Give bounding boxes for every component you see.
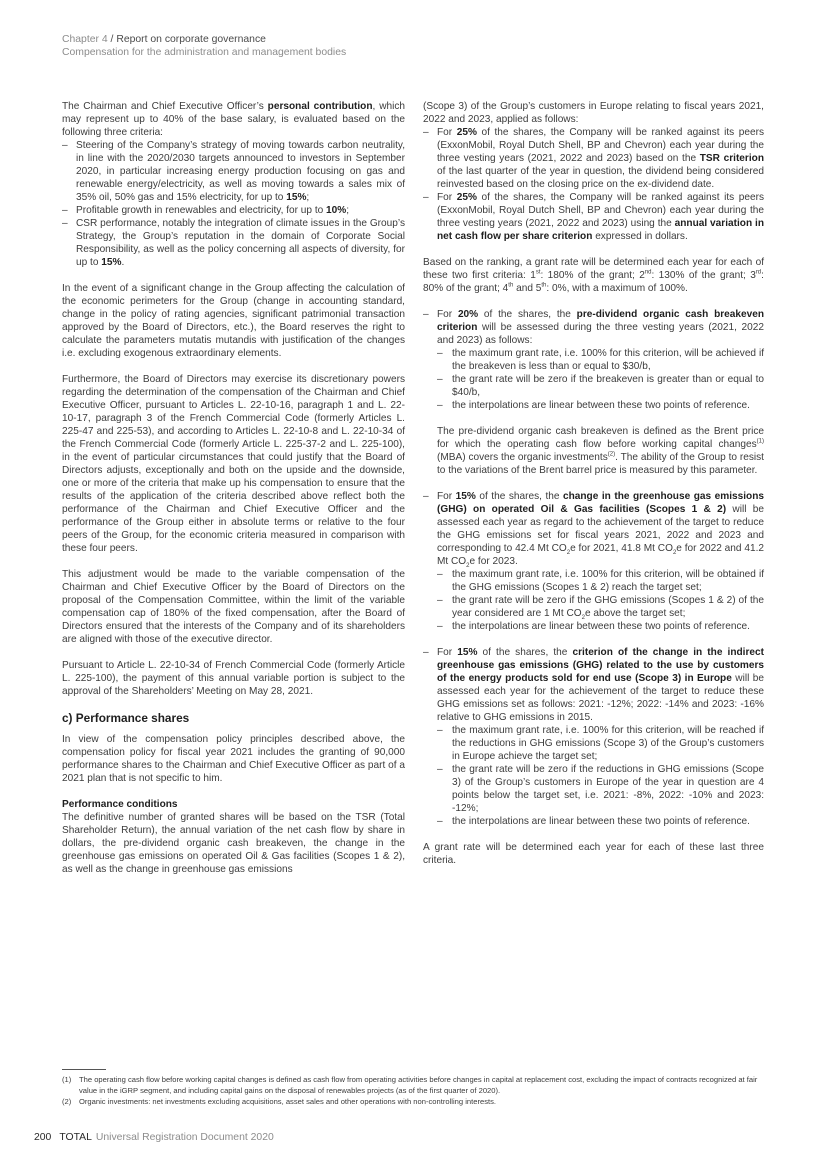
breakeven-criterion-list: [423, 308, 764, 412]
paragraph: In view of the compensation policy principles described above, the compensation policy for fiscal year 2021 includes the granting of 90,000 performance shares to the Chairman and Chief Executive Officer as part of a 2021 plan that is not specific to him.: [62, 734, 405, 784]
peer-criteria-list: [423, 126, 764, 243]
criteria-list: [62, 139, 405, 269]
list-item: – the maximum grant rate, i.e. 100% for this criterion, will be obtained if the GHG emissions (Scopes 1 & 2) reach the target set;: [437, 568, 764, 594]
footnote-divider: [62, 1069, 106, 1070]
scope3-criterion-list: [423, 646, 764, 828]
list-item: – For 25% of the shares, the Company will be ranked against its peers (ExxonMobil, Royal Dutch Shell, BP and Chevron) each year during the three vesting years (2021, 2022 and 2023) using the annual variation in net cash flow per share criterion expressed in dollars.: [423, 191, 764, 243]
list-item: – For 20% of the shares, the pre-dividend organic cash breakeven criterion will be assessed during the three vesting years (2021, 2022 and 2023) as follows: – the maximum grant rate, i.e. 100% for this criterion, will be achieved if the breakeven is less than or equal to $30/b, – the grant rate will be zero if the breakeven is greater than or equal to $40/b, – the interpolations are linear between these two points of reference.: [423, 308, 764, 412]
brand-name: TOTAL: [59, 1132, 92, 1143]
paragraph: A grant rate will be determined each year for each of these last three criteria.: [423, 842, 764, 866]
personal-contribution-paragraph: The Chairman and Chief Executive Officer’s personal contribution, which may represent up to 40% of the base salary, is evaluated based on the following three criteria:: [62, 101, 405, 138]
list-item: – the maximum grant rate, i.e. 100% for this criterion, will be achieved if the breakeven is less than or equal to $30/b,: [437, 347, 764, 373]
list-item: – the interpolations are linear between these two points of reference.: [437, 399, 764, 412]
page-header: [62, 33, 762, 59]
footnote: [62, 1097, 764, 1108]
sub-list: [437, 724, 764, 828]
paragraph: In the event of a significant change in the Group affecting the calculation of the economic perimeters for the Group (change in accounting standard, change in the policy of rating agencies, significant patrimonial transaction approved by the Board of Directors, etc.), the Board reserves the right to calculate the parameters mutatis mutandis with justification of the changes i.e. excluding exogenous extraordinary elements.: [62, 283, 405, 359]
paragraph: Furthermore, the Board of Directors may exercise its discretionary powers regarding the determination of the compensation of the Chairman and Chief Executive Officer, pursuant to Articles L. 22-10-16, paragraph 1 and L. 22-10-17, paragraph 3 of the French Commercial Code (formerly Articles L. 225-47 and 225-53), and according to Articles L. 22-10-8 and L. 22-10-34 of the French Commercial Code (formerly Article L. 225-37-2 and L. 225-100), in the event of particular circumstances that could justify that the Board of Directors adjusts, exceptionally and both on the upside and the downside, one or more of the criteria that make up his compensation to ensure that the results of the application of the criteria described above reflect both the performance of the Chairman and Chief Executive Officer and the performance of the Group either in absolute terms or relative to the four peers of the Group, for the economic criteria measured in comparison with these four peers.: [62, 374, 405, 554]
paragraph: This adjustment would be made to the variable compensation of the Chairman and Chief Executive Officer by the Board of Directors on the proposal of the Compensation Committee, within the limit of the variable compensation cap of 180% of the fixed compensation, after the Board of Directors ensured that the interests of the Company and of its shareholders are aligned with those of the executive director.: [62, 569, 405, 645]
chapter-title: Report on corporate governance: [116, 34, 266, 45]
list-item: – For 25% of the shares, the Company will be ranked against its peers (ExxonMobil, Royal Dutch Shell, BP and Chevron) each year during the three vesting years (2021, 2022 and 2023) based on the TSR criterion of the last quarter of the year in question, the dividend being considered reinvested based on the closing price on the ex-dividend date.: [423, 126, 764, 191]
breakeven-definition: The pre-dividend organic cash breakeven is defined as the Brent price for which the operating cash flow before working capital changes$^{(1)}$ (MBA) covers the organic investments$^{(2)}$. The ability of the Group to resist to the variations of the Brent barrel price is measured by this parameter.: [437, 426, 764, 476]
list-item: – the grant rate will be zero if the GHG emissions (Scopes 1 & 2) of the year considered are 1 Mt $CO_2e$ above the target set;: [437, 594, 764, 620]
paragraph: Pursuant to Article L. 22-10-34 of French Commercial Code (formerly Article L. 225-100), the payment of this annual variable portion is subject to the approval of the Shareholders’ Meeting on May 28, 2021.: [62, 660, 405, 697]
footnote-mark: (2): [62, 1097, 72, 1106]
left-column: [62, 100, 405, 876]
paragraph: The definitive number of granted shares will be based on the TSR (Total Shareholder Return), the annual variation of the net cash flow by share in dollars, the pre-dividend organic cash breakeven, the change in the greenhouse gas emissions on operated Oil & Gas facilities (Scopes 1 & 2), as well as the change in greenhouse gas emissions: [62, 812, 405, 875]
list-item: – For 15% of the shares, the change in the greenhouse gas emissions (GHG) on operated Oil & Gas facilities (Scopes 1 & 2) will be assessed each year as regard to the achievement of the target to reduce the GHG emissions set for fiscal years 2021, 2022 and 2023 and corresponding to 42.4 Mt $CO_2e$ for 2021, 41.8 Mt $CO_2e$ for 2022 and 41.2 Mt $CO_2e$ for 2023. – the maximum grant rate, i.e. 100% for this criterion, will be obtained if the GHG emissions (Scopes 1 & 2) reach the target set; – the grant rate will be zero if the GHG emissions (Scopes 1 & 2) of the year considered are 1 Mt $CO_2e$ above the target set; – the interpolations are linear between these two points of reference.: [423, 490, 764, 633]
chapter-label: Chapter 4: [62, 34, 108, 45]
page-number: 200: [34, 1132, 52, 1143]
sub-list: [437, 568, 764, 633]
footnote-text: The operating cash flow before working capital changes is defined as cash flow from operating activities before changes in capital at replacement cost, excluding the impact of contracts recognized at fair value in the iGRP segment, and including capital gains on the disposal of renewables projects (as of the first quarter of 2020).: [79, 1075, 758, 1095]
footnotes: [62, 1075, 764, 1109]
list-item: – the interpolations are linear between these two points of reference.: [437, 620, 764, 633]
section-subtitle: Compensation for the administration and management bodies: [62, 47, 347, 58]
ranking-paragraph: Based on the ranking, a grant rate will be determined each year for each of these two first criteria: 1st: 180% of the grant; 2nd: 130% of the grant; 3rd: 80% of the grant; 4th and 5th: 0%, with a maximum of 100%.: [423, 257, 764, 294]
ghg-criterion-list: [423, 490, 764, 633]
page-footer: [34, 1131, 274, 1144]
footnote-mark: (1): [62, 1075, 72, 1084]
right-column: [423, 100, 764, 867]
chapter-separator: /: [107, 34, 117, 45]
footnote-text: Organic investments: net investments excluding acquisitions, asset sales and other operations with non-controlling interests.: [79, 1097, 497, 1106]
list-item: – For 15% of the shares, the criterion of the change in the indirect greenhouse gas emissions (GHG) related to the use by customers of the energy products sold for end use (Scope 3) in Europe will be assessed each year for the achievement of the target to reduce these GHG emissions set as follows: 2021: -12%; 2022: -14% and 2023: -16% relative to GHG emissions in 2015. – the maximum grant rate, i.e. 100% for this criterion, will be reached if the reductions in GHG emissions (Scope 3) of the Group’s customers in Europe achieve the target set; – the grant rate will be zero if the reductions in GHG emissions (Scope 3) of the Group’s customers in Europe of the year in question are 4 points below the target set, i.e. 2021: -8%, 2022: -10% and 2023: -12%; – the interpolations are linear between these two points of reference.: [423, 646, 764, 828]
chapter-line: [62, 33, 762, 46]
list-item: – the grant rate will be zero if the breakeven is greater than or equal to $40/b,: [437, 373, 764, 399]
footnote: [62, 1075, 764, 1096]
list-item: – the maximum grant rate, i.e. 100% for this criterion, will be reached if the reductions in GHG emissions (Scope 3) of the Group’s customers in Europe achieve the target set;: [437, 724, 764, 763]
paragraph: (Scope 3) of the Group’s customers in Europe relating to fiscal years 2021, 2022 and 2023, applied as follows:: [423, 101, 764, 125]
subsection-title: Performance conditions: [62, 799, 178, 810]
list-item: – the grant rate will be zero if the reductions in GHG emissions (Scope 3) of the Group’s customers in Europe of the year in question are 4 points below the target set, i.e. 2021: -8%, 2022: -10% and 2023: -12%;: [437, 763, 764, 815]
list-item: – Steering of the Company’s strategy of moving towards carbon neutrality, in line with the 2020/2030 targets announced to investors in September 2020, in particular increasing energy production focusing on gas and renewable energy/electricity, as well as moving towards a sales mix of 35% oil, 50% gas and 15% electricity, for up to 15%;: [62, 139, 405, 204]
sub-list: [437, 347, 764, 412]
list-item: – the interpolations are linear between these two points of reference.: [437, 815, 764, 828]
list-item: – CSR performance, notably the integration of climate issues in the Group’s Strategy, the Group’s reputation in the domain of Corporate Social Responsibility, as well as the policy concerning all aspects of diversity, for up to 15%.: [62, 217, 405, 269]
section-title: c) Performance shares: [62, 711, 190, 725]
list-item: – Profitable growth in renewables and electricity, for up to 10%;: [62, 204, 405, 217]
document-title: Universal Registration Document 2020: [95, 1132, 274, 1143]
